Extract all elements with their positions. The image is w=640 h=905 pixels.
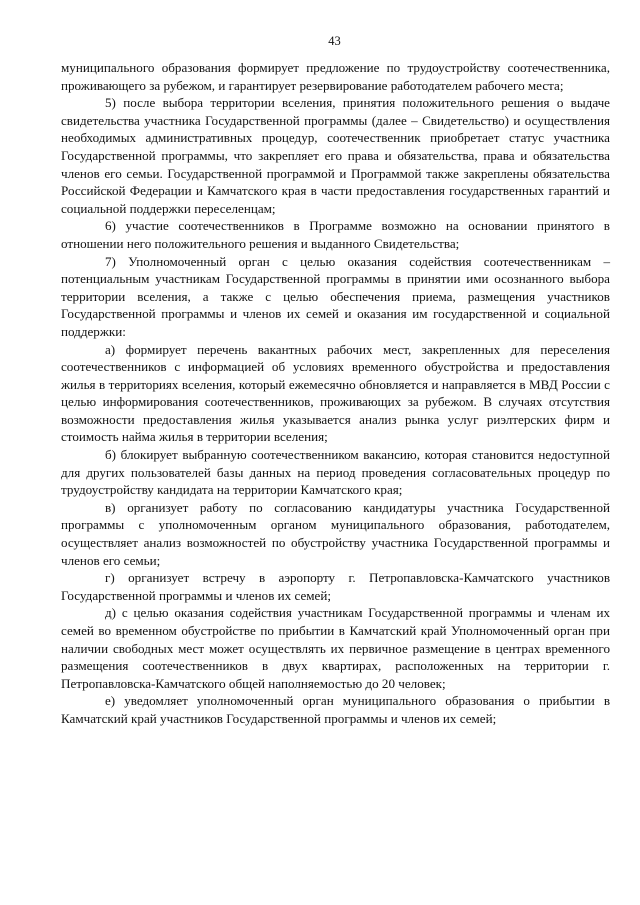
paragraph-item-6: 6) участие соотечественников в Программе возможно на основании принятого в отношении него положительного решения и выданного Свидетельства; xyxy=(61,218,610,251)
paragraph-subitem-d: д) с целью оказания содействия участникам Государственной программы и членам их семей во временном обустройстве по прибытии в Камчатский край Уполномоченный орган при наличии свободных мест может осуществлять их первичное размещение в центрах временного размещения соотечественников в двух квартирах, расположенных на территории г. Петропавловска-Камчатского общей наполняемостью до 20 человек; xyxy=(61,605,610,691)
paragraph-subitem-e: е) уведомляет уполномоченный орган муниципального образования о прибытии в Камчатский край участников Государственной программы и членов их семей; xyxy=(61,693,610,726)
paragraph-continuation: муниципального образования формирует предложение по трудоустройству соотечественника, проживающего за рубежом, и гарантирует резервирование работодателем рабочего места; xyxy=(61,60,610,93)
paragraph-subitem-a: а) формирует перечень вакантных рабочих мест, закрепленных для переселения соотечественников с информацией об условиях временного обустройства и предоставления жилья в территориях вселения, который ежемесячно обновляется и направляется в МВД России с целью информирования соотечественников, проживающих за рубежом. В случаях отсутствия возможности предоставления жилья указывается анализ рынка услуг риэлтерских фирм и стоимость найма жилья в территории вселения; xyxy=(61,341,610,445)
paragraph-item-7: 7) Уполномоченный орган с целью оказания содействия соотечественникам – потенциальным участникам Государственной программы в принятии ими осознанного выбора территории вселения, а также с целью обеспечения приема, размещения участников Государственной программы и членов их семей и оказания им государственной и социальной поддержки: xyxy=(61,253,610,339)
page-number: 43 xyxy=(328,34,341,48)
paragraph-subitem-b: б) блокирует выбранную соотечественником вакансию, которая становится недоступной для других пользователей базы данных на период проведения согласовательных процедур по трудоустройству кандидата на территории Камчатского края; xyxy=(61,447,610,498)
paragraph-item-5: 5) после выбора территории вселения, принятия положительного решения о выдаче свидетельства участника Государственной программы (далее – Свидетельство) и осуществления необходимых административных процедур, соотечественник приобретает статус участника Государственной программы, что закрепляет его права и обязательства, права и обязательства членов его семьи. Государственной программой и Программой также закреплены обязательства Российской Федерации и Камчатского края в части предоставления государственных гарантий и социальной поддержки переселенцам; xyxy=(61,95,610,216)
paragraph-subitem-g: г) организует встречу в аэропорту г. Петропавловска-Камчатского участников Государственной программы и членов их семей; xyxy=(61,570,610,603)
paragraph-subitem-v: в) организует работу по согласованию кандидатуры участника Государственной программы с уполномоченным органом муниципального образования, работодателем, осуществляет анализ возможностей по обустройству участника Государственной программы и членов его семьи; xyxy=(61,499,610,568)
